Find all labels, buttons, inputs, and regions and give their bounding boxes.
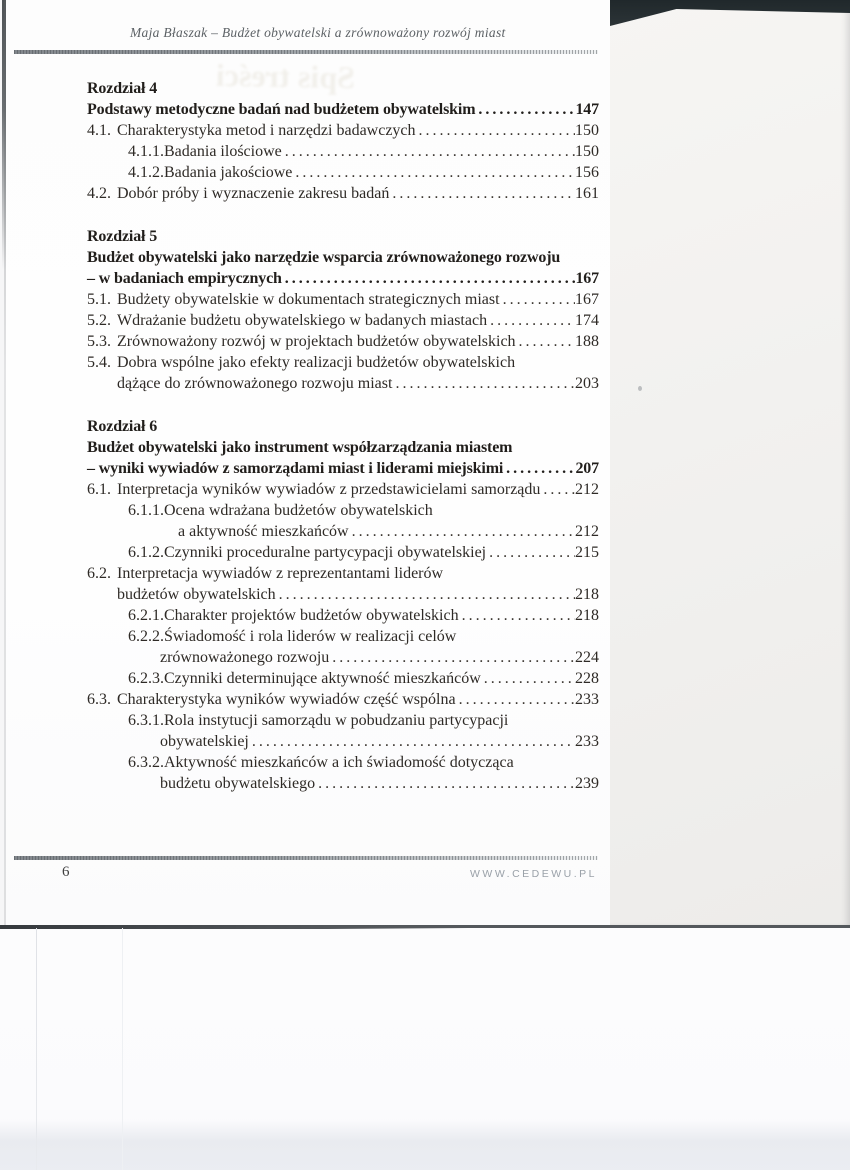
toc-entry-number: 5.3.: [87, 333, 111, 350]
toc-line: [87, 183, 599, 204]
bleed-through-text: Spis treści: [215, 56, 356, 96]
toc-entry-title: Charakter projektów budżetów obywatelskich: [164, 607, 459, 624]
dot-leader: [392, 373, 575, 394]
toc-entry-number: 6.3.2.: [128, 754, 164, 771]
running-header: Maja Błaszak – Budżet obywatelski a zrównoważony rozwój miast: [130, 25, 506, 40]
toc-line: [87, 668, 599, 689]
dot-leader: [329, 647, 575, 668]
toc-page-number: 167: [575, 291, 599, 308]
toc-entry-title: – wyniki wywiadów z samorządami miast i liderami miejskimi: [87, 460, 504, 477]
toc-page-number: 150: [575, 143, 599, 160]
dot-leader: [540, 479, 575, 500]
toc-entry-number: 5.1.: [87, 291, 111, 308]
toc-page-number: 150: [575, 122, 599, 139]
toc-line: [87, 289, 599, 310]
toc-entry-title: Świadomość i rola liderów w realizacji celów: [164, 628, 457, 645]
toc-entry-number: 6.3.1.: [128, 712, 164, 729]
toc-entry-title: Podstawy metodyczne badań nad budżetem obywatelskim: [87, 101, 476, 118]
toc-entry-number: 4.1.2.: [128, 164, 164, 181]
dot-leader: [276, 584, 575, 605]
toc-entry-title: Czynniki determinujące aktywność mieszkańców: [164, 670, 481, 687]
dot-leader: [389, 183, 575, 204]
underlying-sheet: [602, 0, 850, 926]
toc-line: [87, 773, 599, 794]
toc-line: [87, 542, 599, 563]
toc-page-number: 239: [575, 775, 599, 792]
toc-line: [87, 521, 599, 542]
dot-leader: [475, 99, 575, 120]
toc-page-number: 224: [575, 649, 599, 666]
toc-page-number: 228: [575, 670, 599, 687]
toc-entry-title: budżetów obywatelskich: [117, 586, 276, 603]
toc-entry-title: Charakterystyka metod i narzędzi badawczych: [117, 122, 416, 139]
dot-leader: [500, 289, 575, 310]
paper-crease: [122, 928, 123, 1170]
dot-leader: [292, 162, 575, 183]
toc-entry-title: Ocena wdrażana budżetów obywatelskich: [164, 502, 433, 519]
toc-entry-title: Interpretacja wyników wywiadów z przedstawicielami samorządu: [117, 481, 541, 498]
toc-line: [87, 563, 599, 584]
toc-entry-title: Zrównoważony rozwój w projektach budżetów obywatelskich: [117, 333, 516, 350]
toc-entry-title: Rozdział 5: [87, 228, 158, 245]
dot-leader: [459, 605, 575, 626]
toc-line: [87, 331, 599, 352]
dot-leader: [503, 458, 575, 479]
publisher-url: WWW.CEDEWU.PL: [470, 868, 597, 880]
dot-leader: [487, 310, 575, 331]
toc-entry-title: Czynniki proceduralne partycypacji obywatelskiej: [164, 544, 487, 561]
paper-crease: [36, 928, 37, 1170]
toc-line: [87, 352, 599, 373]
toc-page-number: 207: [575, 460, 599, 477]
toc-entry-number: 5.2.: [87, 312, 111, 329]
toc-page-number: 218: [575, 586, 599, 603]
book-page: [6, 0, 610, 926]
toc-entry-number: 6.2.3.: [128, 670, 164, 687]
toc-page-number: 212: [575, 481, 599, 498]
toc-line: [87, 416, 599, 437]
toc-line: [87, 731, 599, 752]
toc-page-number: 215: [575, 544, 599, 561]
toc-line: [87, 99, 599, 120]
bottom-sheet: [0, 925, 850, 1170]
toc-line: [87, 141, 599, 162]
toc-line: [87, 626, 599, 647]
table-of-contents: [87, 78, 599, 794]
toc-entry-title: Aktywność mieszkańców a ich świadomość dotycząca: [164, 754, 514, 771]
toc-line: [87, 78, 599, 99]
footer-rule: [14, 856, 598, 860]
toc-page-number: 218: [575, 607, 599, 624]
page-number: 6: [62, 864, 70, 880]
dot-leader: [481, 668, 575, 689]
toc-entry-title: Budżet obywatelski jako narzędzie wsparcia zrównoważonego rozwoju: [87, 249, 561, 266]
toc-entry-title: dążące do zrównoważonego rozwoju miast: [117, 375, 393, 392]
toc-entry-title: a aktywność mieszkańców: [178, 523, 349, 540]
toc-line: [87, 752, 599, 773]
toc-entry-title: – w badaniach empirycznych: [87, 270, 282, 287]
dot-leader: [486, 542, 575, 563]
toc-entry-title: Budżet obywatelski jako instrument współzarządzania miastem: [87, 439, 513, 456]
dot-leader: [416, 120, 575, 141]
dot-leader: [315, 773, 575, 794]
toc-page-number: 188: [575, 333, 599, 350]
toc-entry-number: 6.1.2.: [128, 544, 164, 561]
toc-entry-number: 6.1.: [87, 481, 111, 498]
toc-line: [87, 437, 599, 458]
dot-leader: [349, 521, 575, 542]
toc-page-number: 203: [575, 375, 599, 392]
toc-line: [87, 162, 599, 183]
toc-entry-number: 6.2.2.: [128, 628, 164, 645]
toc-line: [87, 373, 599, 394]
toc-entry-title: zrównoważonego rozwoju: [160, 649, 330, 666]
toc-line: [87, 710, 599, 731]
header-rule: [14, 50, 598, 54]
dot-leader: [516, 331, 575, 352]
toc-line: [87, 605, 599, 626]
toc-page-number: 147: [575, 101, 599, 118]
toc-entry-title: Rozdział 4: [87, 80, 158, 97]
toc-entry-number: 6.3.: [87, 691, 111, 708]
dot-leader: [456, 689, 575, 710]
dot-leader: [249, 731, 575, 752]
toc-page-number: 174: [575, 312, 599, 329]
toc-line: [87, 689, 599, 710]
toc-entry-title: Budżety obywatelskie w dokumentach strategicznych miast: [117, 291, 500, 308]
toc-entry-title: Interpretacja wywiadów z reprezentantami liderów: [117, 565, 444, 582]
toc-entry-number: 6.2.: [87, 565, 111, 582]
toc-page-number: 161: [575, 185, 599, 202]
toc-page-number: 156: [575, 164, 599, 181]
toc-line: [87, 247, 599, 268]
toc-page-number: 212: [575, 523, 599, 540]
toc-entry-number: 6.2.1.: [128, 607, 164, 624]
dot-leader: [282, 141, 575, 162]
dust-speck: [638, 386, 642, 391]
toc-line: [87, 268, 599, 289]
toc-page-number: 233: [575, 691, 599, 708]
toc-entry-number: 4.1.: [87, 122, 111, 139]
toc-entry-title: Badania ilościowe: [164, 143, 282, 160]
toc-entry-title: Badania jakościowe: [164, 164, 293, 181]
toc-line: [87, 226, 599, 247]
toc-entry-title: Dobór próby i wyznaczenie zakresu badań: [117, 185, 390, 202]
toc-line: [87, 647, 599, 668]
toc-page-number: 167: [575, 270, 599, 287]
dot-leader: [282, 268, 576, 289]
toc-line: [87, 584, 599, 605]
toc-entry-number: 4.1.1.: [128, 143, 164, 160]
toc-line: [87, 120, 599, 141]
toc-line: [87, 310, 599, 331]
toc-line: [87, 479, 599, 500]
toc-entry-title: Charakterystyka wyników wywiadów część wspólna: [117, 691, 456, 708]
toc-entry-title: Wdrażanie budżetu obywatelskiego w badanych miastach: [117, 312, 488, 329]
toc-entry-title: budżetu obywatelskiego: [160, 775, 316, 792]
toc-entry-number: 4.2.: [87, 185, 111, 202]
toc-entry-title: obywatelskiej: [160, 733, 249, 750]
toc-line: [87, 458, 599, 479]
toc-entry-title: Dobra wspólne jako efekty realizacji budżetów obywatelskich: [117, 354, 516, 371]
toc-entry-number: 5.4.: [87, 354, 111, 371]
toc-entry-title: Rola instytucji samorządu w pobudzaniu partycypacji: [164, 712, 509, 729]
toc-line: [87, 500, 599, 521]
toc-page-number: 233: [575, 733, 599, 750]
toc-entry-title: Rozdział 6: [87, 418, 158, 435]
toc-entry-number: 6.1.1.: [128, 502, 164, 519]
